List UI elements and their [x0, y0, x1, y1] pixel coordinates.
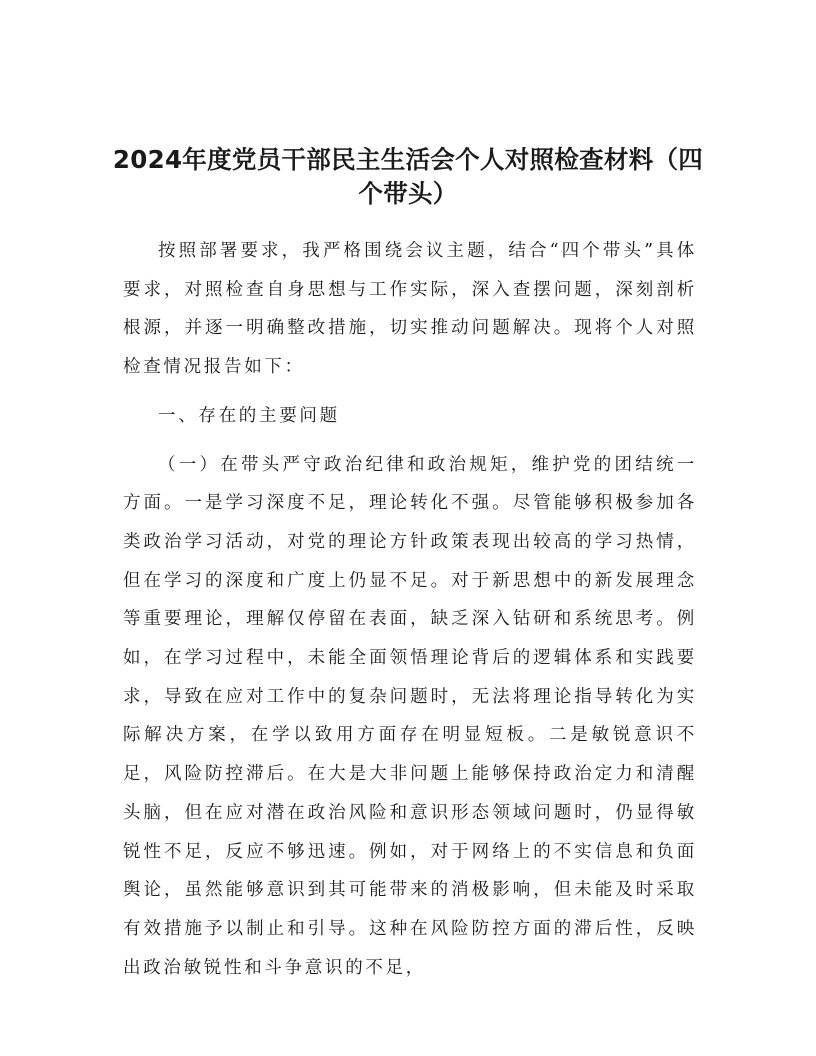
document-title: 2024年度党员干部民主生活会个人对照检查材料（四个带头）	[112, 145, 704, 208]
section-item-paragraph: （一）在带头严守政治纪律和政治规矩，维护党的团结统一方面。一是学习深度不足，理论转化不强。尽管能够积极参加各类政治学习活动，对党的理论方针政策表现出较高的学习热情，但在学习的深度和广度上仍显不足。对于新思想中的新发展理念等重要理论，理解仅停留在表面，缺乏深入钻研和系统思考。例如，在学习过程中，未能全面领悟理论背后的逻辑体系和实践要求，导致在应对工作中的复杂问题时，无法将理论指导转化为实际解决方案，在学以致用方面存在明显短板。二是敏锐意识不足，风险防控滞后。在大是大非问题上能够保持政治定力和清醒头脑，但在应对潜在政治风险和意识形态领域问题时，仍显得敏锐性不足，反应不够迅速。例如，对于网络上的不实信息和负面舆论，虽然能够意识到其可能带来的消极影响，但未能及时采取有效措施予以制止和引导。这种在风险防控方面的滞后性，反映出政治敏锐性和斗争意识的不足，	[123, 454, 697, 978]
intro-paragraph: 按照部署要求，我严格围绕会议主题，结合“四个带头”具体要求，对照检查自身思想与工作实际，深入查摆问题，深刻剖析根源，并逐一明确整改措施，切实推动问题解决。现将个人对照检查情况报告如下：	[123, 241, 697, 378]
document-body	[123, 232, 697, 987]
section-heading: 一、存在的主要问题	[158, 405, 340, 426]
